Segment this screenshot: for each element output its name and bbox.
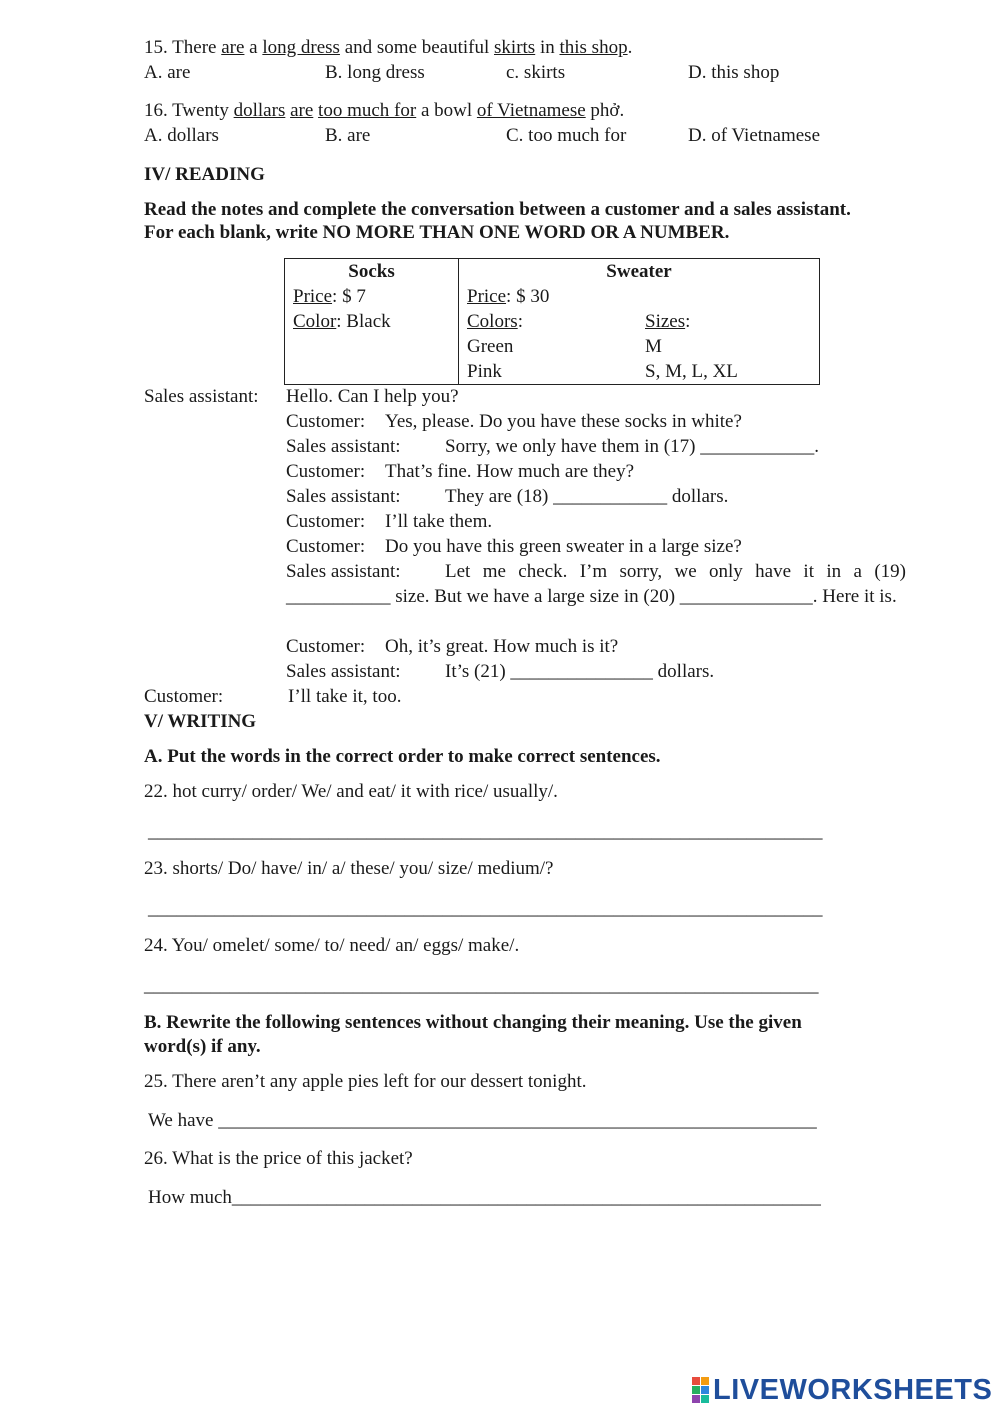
writing-heading: V/ WRITING <box>144 711 257 732</box>
logo-square <box>692 1377 700 1385</box>
dialogue-line-4: Customer: That’s fine. How much are they? <box>286 461 635 482</box>
reading-heading: IV/ READING <box>144 164 265 185</box>
q16-option-b: B. are <box>325 125 371 146</box>
q15-option-d: D. this shop <box>688 62 780 83</box>
socks-price: Price: $ 7 <box>293 286 366 307</box>
answer-line-25[interactable]: We have _______________________________________________________________ <box>148 1110 817 1131</box>
dialogue-line-8: Sales assistant: Let me check. I’m sorry, we only have it in a (19) ___________ size. But we have a large size in (20) ______________. Here it is. <box>286 561 906 607</box>
dialogue-line-6: Customer: I’ll take them. <box>286 511 493 532</box>
dialogue-line-5: Sales assistant: They are (18) ____________ dollars. <box>286 486 729 507</box>
answer-line-23[interactable]: _______________________________________________________________________ <box>148 898 823 919</box>
q16-option-c: C. too much for <box>506 125 627 146</box>
sweater-price: Price: $ 30 <box>459 284 820 309</box>
answer-line-24[interactable]: _______________________________________________________________________ <box>144 975 819 996</box>
size-m: M <box>645 336 662 357</box>
question-24: 24. You/ omelet/ some/ to/ need/ an/ eggs/ make/. <box>144 935 520 956</box>
colors-label: Colors: <box>459 309 638 334</box>
question-26: 26. What is the price of this jacket? <box>144 1148 413 1169</box>
answer-line-26[interactable]: How much______________________________________________________________ <box>148 1187 821 1208</box>
dialogue-line-11: Customer: I’ll take it, too. <box>144 686 402 707</box>
color-pink: Pink <box>459 359 638 385</box>
question-15: 15. There are a long dress and some beautiful skirts in this shop. <box>144 37 633 58</box>
liveworksheets-logo-text: LIVEWORKSHEETS <box>713 1373 993 1406</box>
answer-line-22[interactable]: _______________________________________________________________________ <box>148 821 823 842</box>
reading-instruction-2: For each blank, write NO MORE THAN ONE WORD OR A NUMBER. <box>144 222 730 243</box>
notes-table <box>284 258 820 385</box>
question-22: 22. hot curry/ order/ We/ and eat/ it with rice/ usually/. <box>144 781 558 802</box>
logo-square <box>701 1386 709 1394</box>
sizes-label: Sizes: <box>645 311 691 332</box>
question-23: 23. shorts/ Do/ have/ in/ a/ these/ you/ size/ medium/? <box>144 858 554 879</box>
liveworksheets-logo-icon <box>692 1377 709 1403</box>
q16-option-d: D. of Vietnamese <box>688 125 820 146</box>
logo-square <box>692 1395 700 1403</box>
reading-instruction-1: Read the notes and complete the conversation between a customer and a sales assistant. <box>144 199 851 220</box>
socks-header: Socks <box>348 261 395 282</box>
q15-option-c: c. skirts <box>506 62 566 83</box>
sizes-all: S, M, L, XL <box>645 361 738 382</box>
writing-part-a: A. Put the words in the correct order to make correct sentences. <box>144 746 661 767</box>
writing-part-b-2: word(s) if any. <box>144 1036 261 1057</box>
writing-part-b-1: B. Rewrite the following sentences without changing their meaning. Use the given <box>144 1012 802 1033</box>
logo-square <box>701 1395 709 1403</box>
dialogue-line-3: Sales assistant: Sorry, we only have them in (17) ____________. <box>286 436 819 457</box>
liveworksheets-logo <box>692 1374 992 1406</box>
logo-square <box>692 1386 700 1394</box>
q15-option-b: B. long dress <box>325 62 425 83</box>
q16-option-a: A. dollars <box>144 125 219 146</box>
color-green: Green <box>459 334 638 359</box>
q15-option-a: A. are <box>144 62 191 83</box>
sweater-header: Sweater <box>459 259 820 285</box>
dialogue-line-2: Customer: Yes, please. Do you have these socks in white? <box>286 411 742 432</box>
question-16: 16. Twenty dollars are too much for a bowl of Vietnamese phở. <box>144 100 625 121</box>
question-25: 25. There aren’t any apple pies left for our dessert tonight. <box>144 1071 587 1092</box>
dialogue-line-1: Sales assistant: Hello. Can I help you? <box>144 386 459 407</box>
logo-square <box>701 1377 709 1385</box>
socks-color: Color: Black <box>293 311 391 332</box>
dialogue-line-10: Sales assistant: It’s (21) _______________ dollars. <box>286 661 715 682</box>
dialogue-line-9: Customer: Oh, it’s great. How much is it? <box>286 636 619 657</box>
dialogue-line-7: Customer: Do you have this green sweater in a large size? <box>286 536 742 557</box>
